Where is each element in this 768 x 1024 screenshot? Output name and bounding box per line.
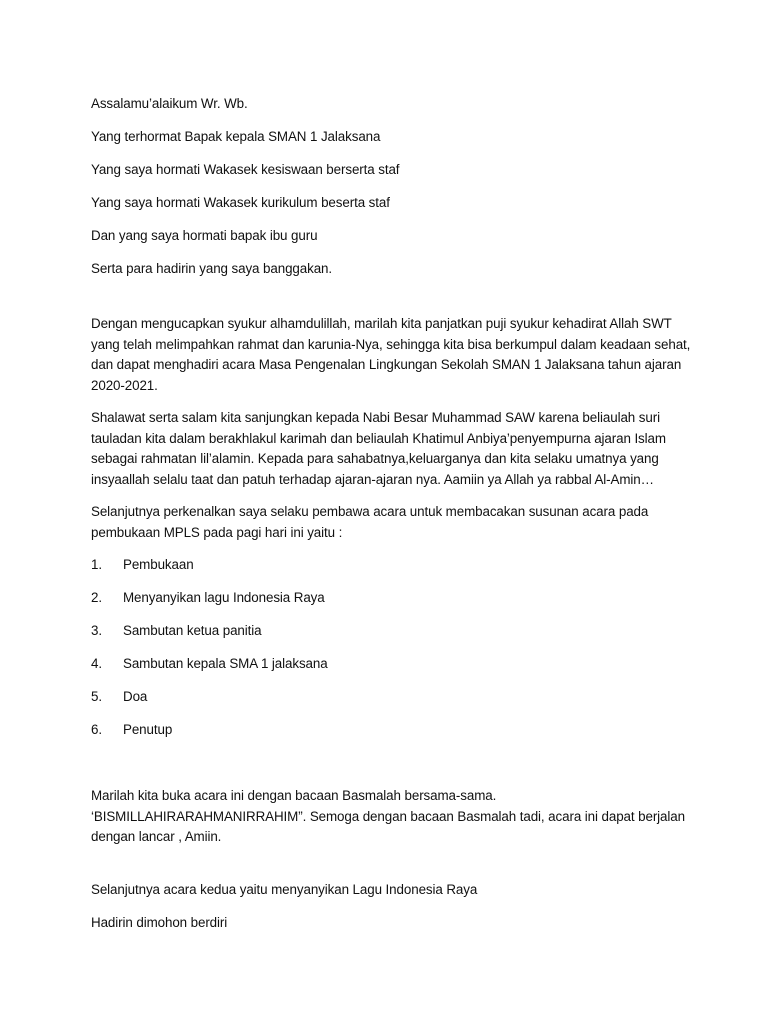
list-item-number: 2.: [91, 590, 102, 605]
list-item-number: 6.: [91, 722, 102, 737]
greeting-hadirin: Serta para hadirin yang saya banggakan.: [91, 261, 333, 276]
agenda-list: [91, 555, 691, 741]
list-item-number: 4.: [91, 656, 102, 671]
list-item-number: 3.: [91, 623, 102, 638]
list-item: [91, 555, 691, 576]
list-item: [91, 720, 691, 741]
line-next-agenda: Selanjutnya acara kedua yaitu menyanyikan Lagu Indonesia Raya: [91, 881, 478, 897]
paragraph-basmalah: Marilah kita buka acara ini dengan bacaan Basmalah bersama-sama. ‘BISMILLAHIRARAHMANIRRAHIM”. Semoga dengan bacaan Basmalah tadi, acara ini dapat berjalan dengan lancar , Amiin.: [91, 788, 685, 844]
greeting-kepala-sekolah: Yang terhormat Bapak kepala SMAN 1 Jalaksana: [91, 129, 381, 144]
list-item-text: Menyanyikan lagu Indonesia Raya: [123, 590, 325, 605]
list-item-number: 5.: [91, 689, 102, 704]
spacer: [91, 753, 691, 786]
spacer: [91, 292, 691, 314]
list-item-text: Doa: [123, 689, 148, 704]
spacer: [91, 860, 691, 880]
list-item-number: 1.: [91, 557, 102, 572]
list-item: [91, 654, 691, 675]
list-item-text: Sambutan ketua panitia: [123, 623, 262, 638]
document-body: [91, 94, 691, 946]
greeting-salam: Assalamu’alaikum Wr. Wb.: [91, 96, 248, 111]
list-item: [91, 687, 691, 708]
paragraph-shalawat: Shalawat serta salam kita sanjungkan kepada Nabi Besar Muhammad SAW karena beliaulah suri tauladan kita dalam berakhlakul karimah dan beliaulah Khatimul Anbiya’penyempurna ajaran Islam sebagai rahmatan lil’alamin. Kepada para sahabatnya,keluarganya dan kita selaku umatnya yang insyaallah selalu taat dan patuh terhadap ajaran-ajaran nya. Aamiin ya Allah ya rabbal Al-Amin…: [91, 410, 666, 487]
list-item: [91, 588, 691, 609]
list-item: [91, 621, 691, 642]
greeting-wakasek-kesiswaan: Yang saya hormati Wakasek kesiswaan berserta staf: [91, 162, 400, 177]
greeting-wakasek-kurikulum: Yang saya hormati Wakasek kurikulum beserta staf: [91, 195, 390, 210]
paragraph-intro-agenda: Selanjutnya perkenalkan saya selaku pembawa acara untuk membacakan susunan acara pada pembukaan MPLS pada pagi hari ini yaitu :: [91, 504, 649, 540]
list-item-text: Sambutan kepala SMA 1 jalaksana: [123, 656, 328, 671]
paragraph-opening: Dengan mengucapkan syukur alhamdulillah, marilah kita panjatkan puji syukur kehadirat Allah SWT yang telah melimpahkan rahmat dan karunia-Nya, sehingga kita bisa berkumpul dalam keadaan sehat, dan dapat menghadiri acara Masa Pengenalan Lingkungan Sekolah SMAN 1 Jalaksana tahun ajaran 2020-2021.: [91, 316, 691, 393]
list-item-text: Penutup: [123, 722, 173, 737]
greeting-guru: Dan yang saya hormati bapak ibu guru: [91, 228, 318, 243]
line-stand: Hadirin dimohon berdiri: [91, 914, 228, 930]
list-item-text: Pembukaan: [123, 557, 194, 572]
